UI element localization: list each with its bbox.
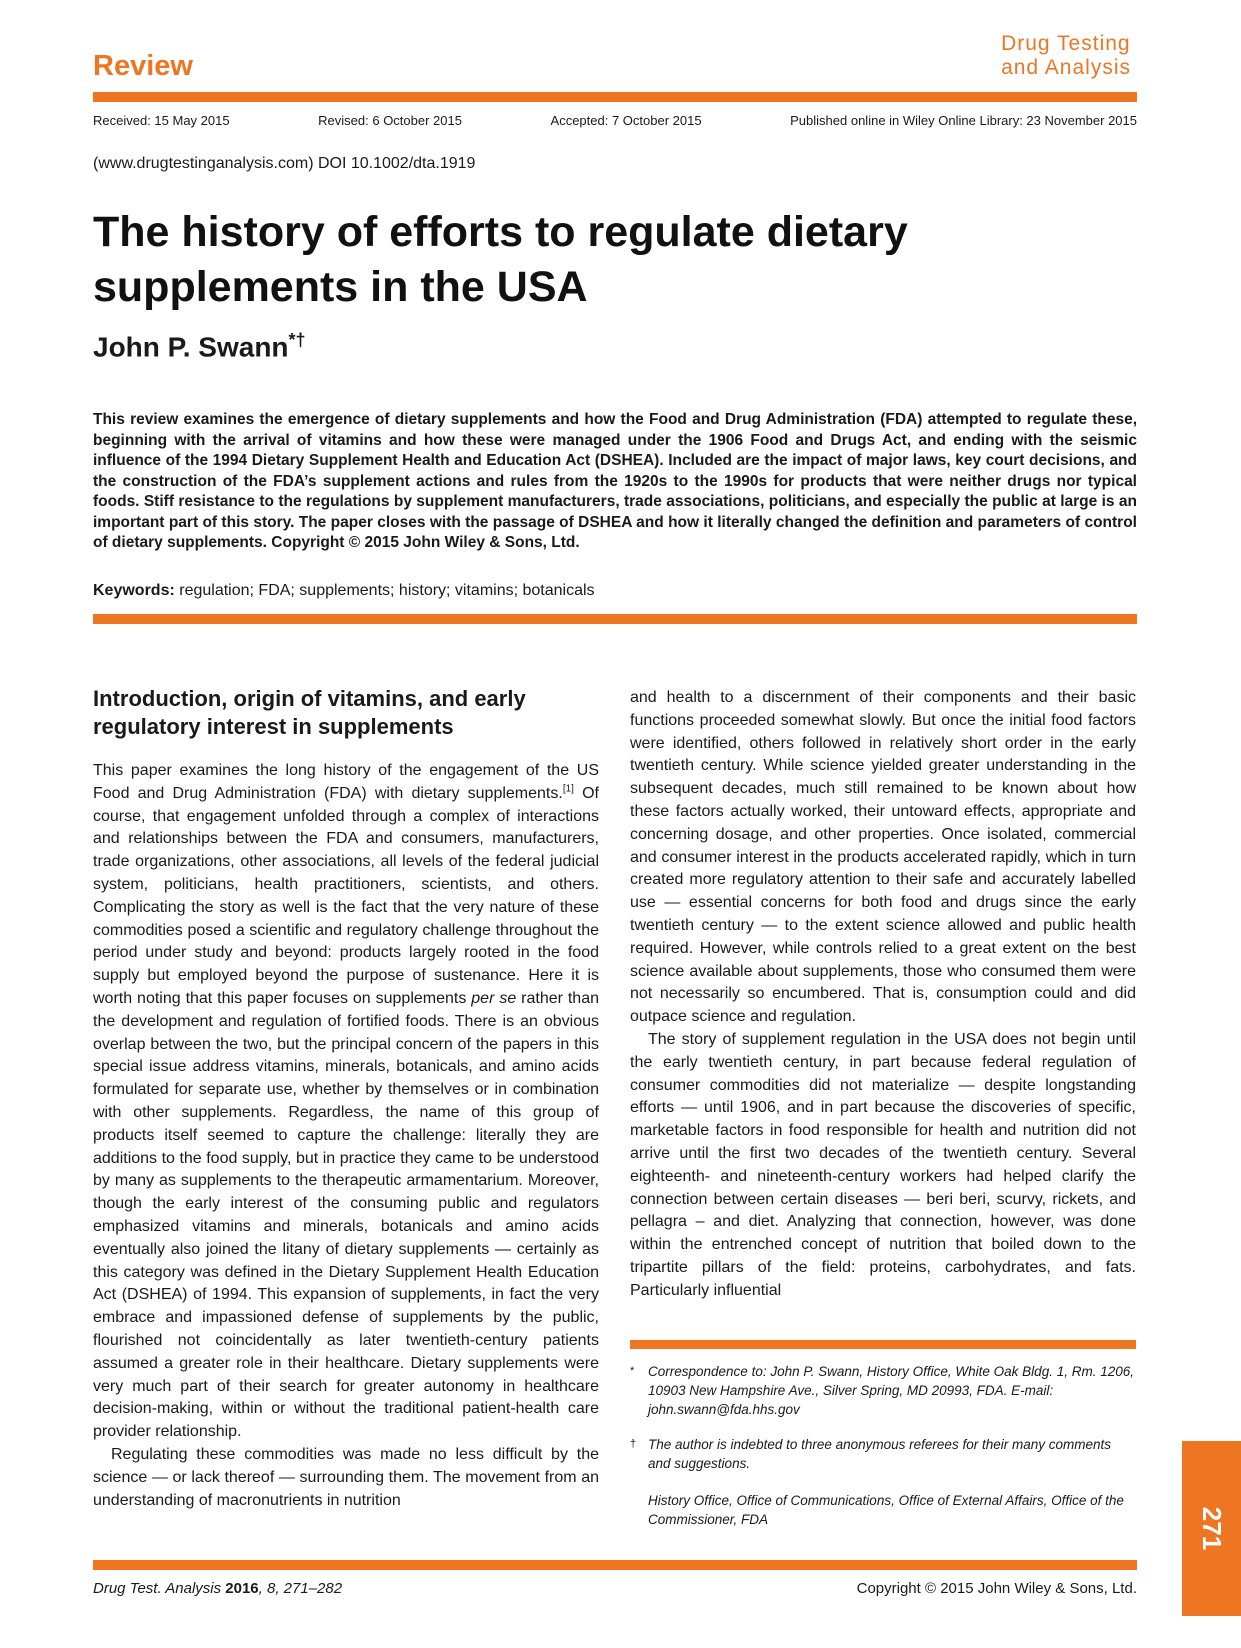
footer-rule bbox=[93, 1560, 1137, 1570]
footnote-mark-dagger: † bbox=[630, 1438, 637, 1450]
footer-citation bbox=[93, 1580, 342, 1597]
accepted-date: Accepted: 7 October 2015 bbox=[550, 113, 702, 128]
footnote-acknowledgement bbox=[630, 1435, 1136, 1473]
revised-date: Revised: 6 October 2015 bbox=[318, 113, 462, 128]
reference-1[interactable]: [1] bbox=[562, 783, 574, 795]
abstract-rule bbox=[93, 614, 1137, 624]
header-rule bbox=[93, 92, 1137, 102]
section-label: Review bbox=[93, 50, 193, 82]
left-column bbox=[93, 760, 599, 1512]
keywords-label: Keywords: bbox=[93, 582, 175, 599]
author-name bbox=[93, 330, 306, 363]
abstract: This review examines the emergence of dietary supplements and how the Food and Drug Administration (FDA) attempted to regulate these, beginning with the arrival of vitamins and how these were managed under the 1906 Food and Drugs Act, and ending with the seismic influence of the 1994 Dietary Supplement Health and Education Act (DSHEA). Included are the impact of major laws, key court decisions, and the construction of the FDA’s supplement actions and rules from the 1920s to the 1990s for products that were neither drugs nor typical foods. Stiff resistance to the regulations by supplement manufacturers, trade associations, politicians, and especially the public at large is an important part of this story. The paper closes with the passage of DSHEA and how it literally changed the definition and parameters of control of dietary supplements. Copyright © 2015 John Wiley & Sons, Ltd. bbox=[93, 411, 1137, 551]
keywords-list: regulation; FDA; supplements; history; vitamins; botanicals bbox=[179, 582, 595, 599]
journal-name-line2: and Analysis bbox=[1001, 56, 1131, 79]
footer-year: 2016 bbox=[225, 1580, 259, 1597]
p1-text-b: Of course, that engagement unfolded through a complex of interactions and relationships between the FDA and consumers, manufacturers, trade organizations, other associations, all levels of the federal judicial system, politicians, health practitioners, scientists, and others. Complicating the story as well is the fact that the very nature of these commodities posed a scientific and regulatory challenge throughout the period under study and beyond: products largely rooted in the food supply but employed beyond the purpose of sustenance. Here it is worth noting that this paper focuses on supplements bbox=[93, 784, 599, 1007]
article-dates bbox=[93, 113, 1137, 128]
page-number bbox=[1182, 1441, 1241, 1616]
footnote-rule bbox=[630, 1340, 1136, 1349]
section-heading: Introduction, origin of vitamins, and early regulatory interest in supplements bbox=[93, 686, 526, 739]
doi-line: (www.drugtestinganalysis.com) DOI 10.1002/dta.1919 bbox=[93, 155, 476, 172]
paragraph-2-continued: and health to a discernment of their components and their basic functions proceeded somewhat slowly. But once the initial food factors were identified, others followed in relatively short order in the early twentieth century. While science yielded greater understanding in the subsequent decades, much still remained to be known about how these factors actually worked, their untoward effects, appropriate and concerning dosage, and other properties. Once isolated, commercial and consumer interest in the products accelerated rapidly, which in turn created more regulatory attention to their safe and accurately labelled use — essential concerns for both food and drugs since the early twentieth century — to the extent science allowed and public health required. However, while controls relied to a great extent on the best science available about supplements, those who consumed them were not necessarily so encumbered. That is, consumption could and did outpace science and regulation. bbox=[630, 689, 1136, 1026]
received-date: Received: 15 May 2015 bbox=[93, 113, 230, 128]
keywords bbox=[93, 582, 595, 600]
author-marks: *† bbox=[288, 330, 306, 350]
footer-volume-pages: , 8, 271–282 bbox=[258, 1580, 343, 1597]
paragraph-1 bbox=[93, 760, 599, 1444]
published-date: Published online in Wiley Online Library: 23 November 2015 bbox=[790, 113, 1137, 128]
footnote-acknowledgement-text: The author is indebted to three anonymous referees for their many comments and suggestions. bbox=[648, 1437, 1111, 1471]
article-title: The history of efforts to regulate dietary supplements in the USA bbox=[93, 208, 908, 311]
footer-copyright: Copyright © 2015 John Wiley & Sons, Ltd. bbox=[856, 1580, 1137, 1597]
p1-text-c: rather than the development and regulation of fortified foods. There is an obvious overlap between the two, but the principal concern of the papers in this special issue address vitamins, minerals, botanicals, and amino acids formulated for separate use, whether by themselves or in combination with other supplements. Regardless, the name of this group of products itself seemed to capture the challenge: literally they are additions to the food supply, but in practice they came to be understood by many as supplements to the therapeutic armamentarium. Moreover, though the early interest of the consuming public and regulators emphasized vitamins and minerals, botanicals and amino acids eventually also joined the litany of dietary supplements — certainly as this category was defined in the Dietary Supplement Health Education Act (DSHEA) of 1994. This expansion of supplements, in fact the very embrace and impassioned defense of supplements by the public, flourished not coincidentally as later twentieth-century patients assumed a greater role in their healthcare. Dietary supplements were very much part of their search for greater autonomy in healthcare decision-making, within or without the traditional patient-health care provider relationship. bbox=[93, 989, 600, 1441]
journal-logo bbox=[1001, 32, 1131, 80]
p1-italic: per se bbox=[471, 989, 517, 1007]
right-column bbox=[630, 687, 1136, 1303]
affiliation bbox=[630, 1491, 1136, 1529]
paragraph-3: The story of supplement regulation in the USA does not begin until the early twentieth century, in part because federal regulation of consumer commodities did not materialize — despite longstanding efforts — until 1906, and in part because the discoveries of specific, marketable factors in food responsible for health and nutrition did not arrive until the first two decades of the twentieth century. Several eighteenth- and nineteenth-century workers had helped clarify the connection between certain diseases — beri beri, scurvy, rickets, and pellagra – and diet. Analyzing that connection, however, was done within the entrenched concept of nutrition that boiled down to the tripartite pillars of the field: proteins, carbohydrates, and fats. Particularly influential bbox=[630, 1030, 1136, 1299]
footer-journal: Drug Test. Analysis bbox=[93, 1580, 226, 1597]
footnote-correspondence bbox=[630, 1362, 1136, 1419]
p1-text-a: This paper examines the long history of the engagement of the US Food and Drug Administration (FDA) with dietary supplements. bbox=[93, 762, 599, 802]
page-number-text: 271 bbox=[1196, 1506, 1227, 1551]
journal-name-line1: Drug Testing bbox=[1001, 32, 1131, 55]
paragraph-2: Regulating these commodities was made no less difficult by the science — or lack thereof — surrounding them. The movement from an understanding of macronutrients in nutrition bbox=[93, 1445, 599, 1509]
author-text: John P. Swann bbox=[93, 331, 289, 363]
footnote-mark-asterisk: * bbox=[630, 1365, 635, 1377]
footnote-correspondence-text: Correspondence to: John P. Swann, History Office, White Oak Bldg. 1, Rm. 1206, 10903 New Hampshire Ave., Silver Spring, MD 20993, FDA. E-mail: john.swann@fda.hhs.gov bbox=[648, 1364, 1134, 1417]
affiliation-text: History Office, Office of Communications, Office of External Affairs, Office of the Commissioner, FDA bbox=[648, 1493, 1124, 1527]
